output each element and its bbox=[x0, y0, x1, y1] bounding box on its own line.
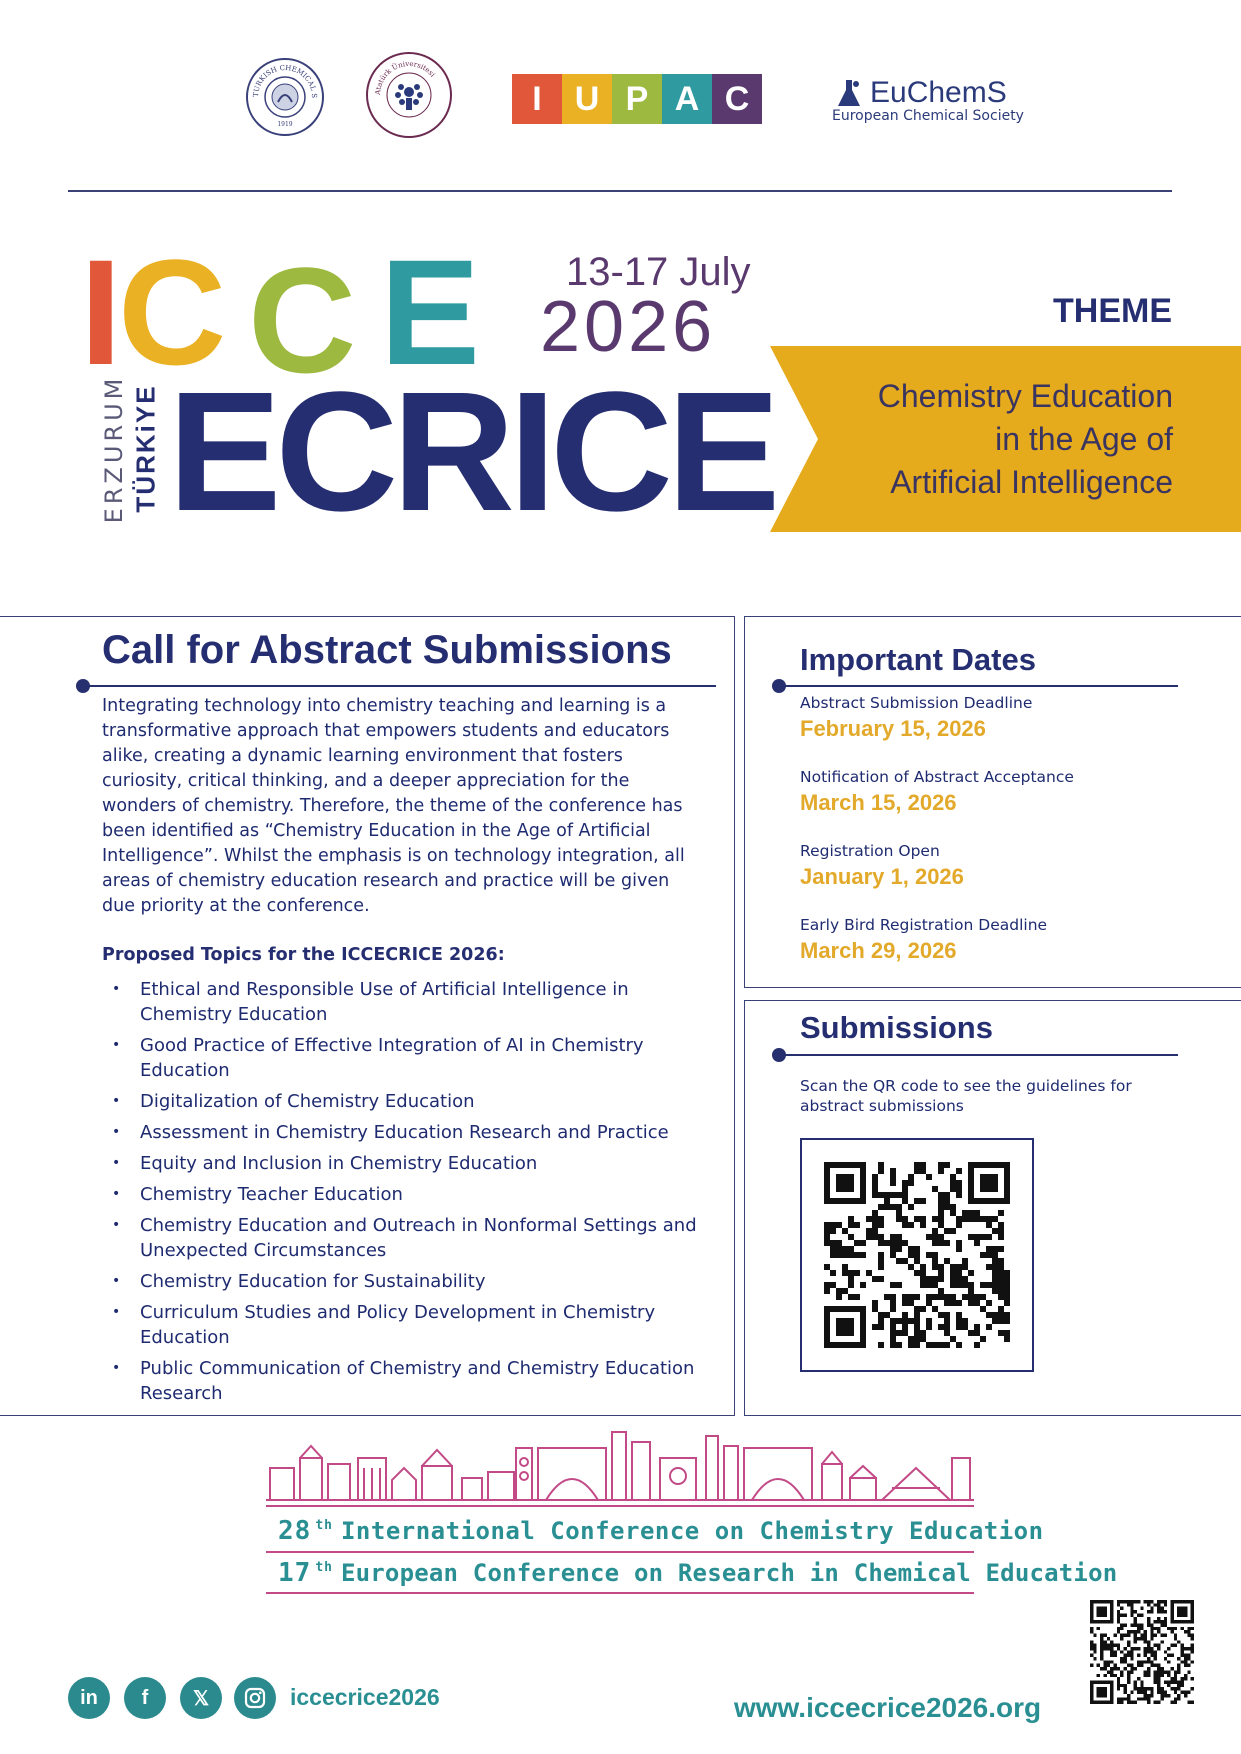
topic-item: • Ethical and Responsible Use of Artificial Intelligence in Chemistry Education bbox=[102, 977, 702, 1027]
topic-item: • Digitalization of Chemistry Education bbox=[102, 1089, 702, 1114]
topic-item: • Good Practice of Effective Integration of AI in Chemistry Education bbox=[102, 1033, 702, 1083]
topic-item: • Chemistry Education for Sustainability bbox=[102, 1269, 702, 1294]
topics-heading: Proposed Topics for the ICCECRICE 2026: bbox=[102, 945, 505, 965]
theme-line-3: Artificial Intelligence bbox=[890, 464, 1173, 500]
theme-line-1: Chemistry Education bbox=[877, 378, 1173, 414]
call-title-underline bbox=[84, 685, 716, 687]
conf2-sup: th bbox=[315, 1560, 333, 1576]
date-value: February 15, 2026 bbox=[800, 716, 986, 741]
call-paragraph: Integrating technology into chemistry teaching and learning is a transformative approach that empowers students and educators alike, creating a dynamic learning environment that fosters curiosity, critical thinking, and a deeper appreciation for the wonders of chemistry. Therefore, the theme of the conference has been identified as “Chemistry Education in the Age of Artificial Intelligence”. Whilst the emphasis is on technology integration, all areas of chemistry education research and practice will be given due priority at the conference. bbox=[102, 696, 685, 916]
date-value: March 29, 2026 bbox=[800, 938, 957, 963]
footer-qr-code[interactable] bbox=[1090, 1600, 1194, 1704]
svg-text:TURKISH CHEMICAL SOCIETY: TURKISH CHEMICAL S bbox=[251, 63, 319, 99]
turkish-chemical-society-logo bbox=[246, 58, 324, 136]
hero-letter-i: I bbox=[80, 228, 122, 396]
theme-banner bbox=[770, 346, 1241, 532]
conf1-sup: th bbox=[315, 1518, 333, 1534]
x-icon[interactable]: 𝕏 bbox=[180, 1677, 222, 1719]
date-item bbox=[800, 768, 1074, 842]
topic-item: • Equity and Inclusion in Chemistry Education bbox=[102, 1151, 702, 1176]
call-title: Call for Abstract Submissions bbox=[102, 628, 672, 672]
date-value: March 15, 2026 bbox=[800, 790, 957, 815]
date-value: January 1, 2026 bbox=[800, 864, 964, 889]
date-item bbox=[800, 842, 1074, 916]
topic-item: • Curriculum Studies and Policy Development in Chemistry Education bbox=[102, 1300, 702, 1350]
conf-divider-top bbox=[266, 1505, 974, 1507]
iupac-letter: C bbox=[712, 74, 762, 124]
conf2-number: 17 bbox=[278, 1558, 312, 1588]
iupac-letter: U bbox=[562, 74, 612, 124]
topic-item: • Public Communication of Chemistry and Chemistry Education Research bbox=[102, 1356, 702, 1406]
conf-line-2 bbox=[278, 1558, 1117, 1588]
date-item bbox=[800, 916, 1074, 990]
theme-line-2: in the Age of bbox=[995, 421, 1173, 457]
topic-item: • Chemistry Education and Outreach in Nonformal Settings and Unexpected Circumstances bbox=[102, 1213, 702, 1263]
euchems-name: EuChemS bbox=[870, 76, 1007, 109]
svg-text:Atatürk Üniversitesi: Atatürk Üniversitesi bbox=[373, 59, 437, 96]
topics-list bbox=[102, 977, 702, 1412]
euchems-flask-icon bbox=[832, 76, 866, 110]
submissions-text: Scan the QR code to see the guidelines for abstract submissions bbox=[800, 1077, 1132, 1115]
instagram-icon[interactable] bbox=[234, 1677, 276, 1719]
header-divider bbox=[68, 190, 1172, 192]
iupac-letter: I bbox=[512, 74, 562, 124]
iupac-letter: A bbox=[662, 74, 712, 124]
conf2-text: European Conference on Research in Chemical Education bbox=[340, 1559, 1118, 1587]
conf1-text: International Conference on Chemistry Education bbox=[340, 1517, 1044, 1545]
date-label: Registration Open bbox=[800, 842, 940, 860]
dates-title-underline bbox=[780, 685, 1178, 687]
city-skyline-illustration bbox=[266, 1428, 974, 1506]
submissions-title: Submissions bbox=[800, 1010, 993, 1045]
conf-divider-mid bbox=[266, 1551, 974, 1553]
facebook-icon[interactable]: f bbox=[124, 1677, 166, 1719]
date-label: Notification of Abstract Acceptance bbox=[800, 768, 1074, 786]
iupac-logo bbox=[512, 74, 762, 124]
topic-item: • Chemistry Teacher Education bbox=[102, 1182, 702, 1207]
submissions-qr-code[interactable] bbox=[824, 1162, 1010, 1348]
dates-list bbox=[800, 694, 1074, 990]
submissions-title-underline bbox=[780, 1054, 1178, 1056]
website-link[interactable]: www.iccecrice2026.org bbox=[734, 1692, 1042, 1723]
linkedin-icon[interactable]: in bbox=[68, 1677, 110, 1719]
date-label: Abstract Submission Deadline bbox=[800, 694, 1033, 712]
euchems-subtitle: European Chemical Society bbox=[832, 108, 1024, 124]
hero-letter-c1: C bbox=[118, 228, 227, 396]
hero-letter-e: E bbox=[380, 228, 481, 396]
conf1-number: 28 bbox=[278, 1516, 312, 1546]
euchems-logo bbox=[832, 76, 1024, 124]
dates-title: Important Dates bbox=[800, 642, 1036, 677]
date-label: Early Bird Registration Deadline bbox=[800, 916, 1048, 934]
social-handle[interactable]: iccecrice2026 bbox=[290, 1684, 440, 1710]
event-date-range: 13-17 July bbox=[566, 250, 751, 294]
hero-letter-c2: C bbox=[248, 236, 357, 404]
hero-city: ERZURUM bbox=[100, 374, 128, 524]
conf-line-1 bbox=[278, 1516, 1044, 1546]
topic-item: • Assessment in Chemistry Education Research and Practice bbox=[102, 1120, 702, 1145]
date-item bbox=[800, 694, 1074, 768]
ataturk-university-logo bbox=[366, 52, 452, 138]
submissions-qr-frame[interactable] bbox=[800, 1138, 1034, 1372]
hero-country: TÜRKiYE bbox=[130, 384, 161, 513]
iupac-letter: P bbox=[612, 74, 662, 124]
svg-text:1919: 1919 bbox=[277, 121, 293, 128]
theme-heading: THEME bbox=[1053, 292, 1172, 330]
conf-divider-bottom bbox=[266, 1592, 974, 1594]
hero-word-ecrice: ECRICE bbox=[168, 357, 775, 547]
event-year: 2026 bbox=[540, 287, 717, 367]
